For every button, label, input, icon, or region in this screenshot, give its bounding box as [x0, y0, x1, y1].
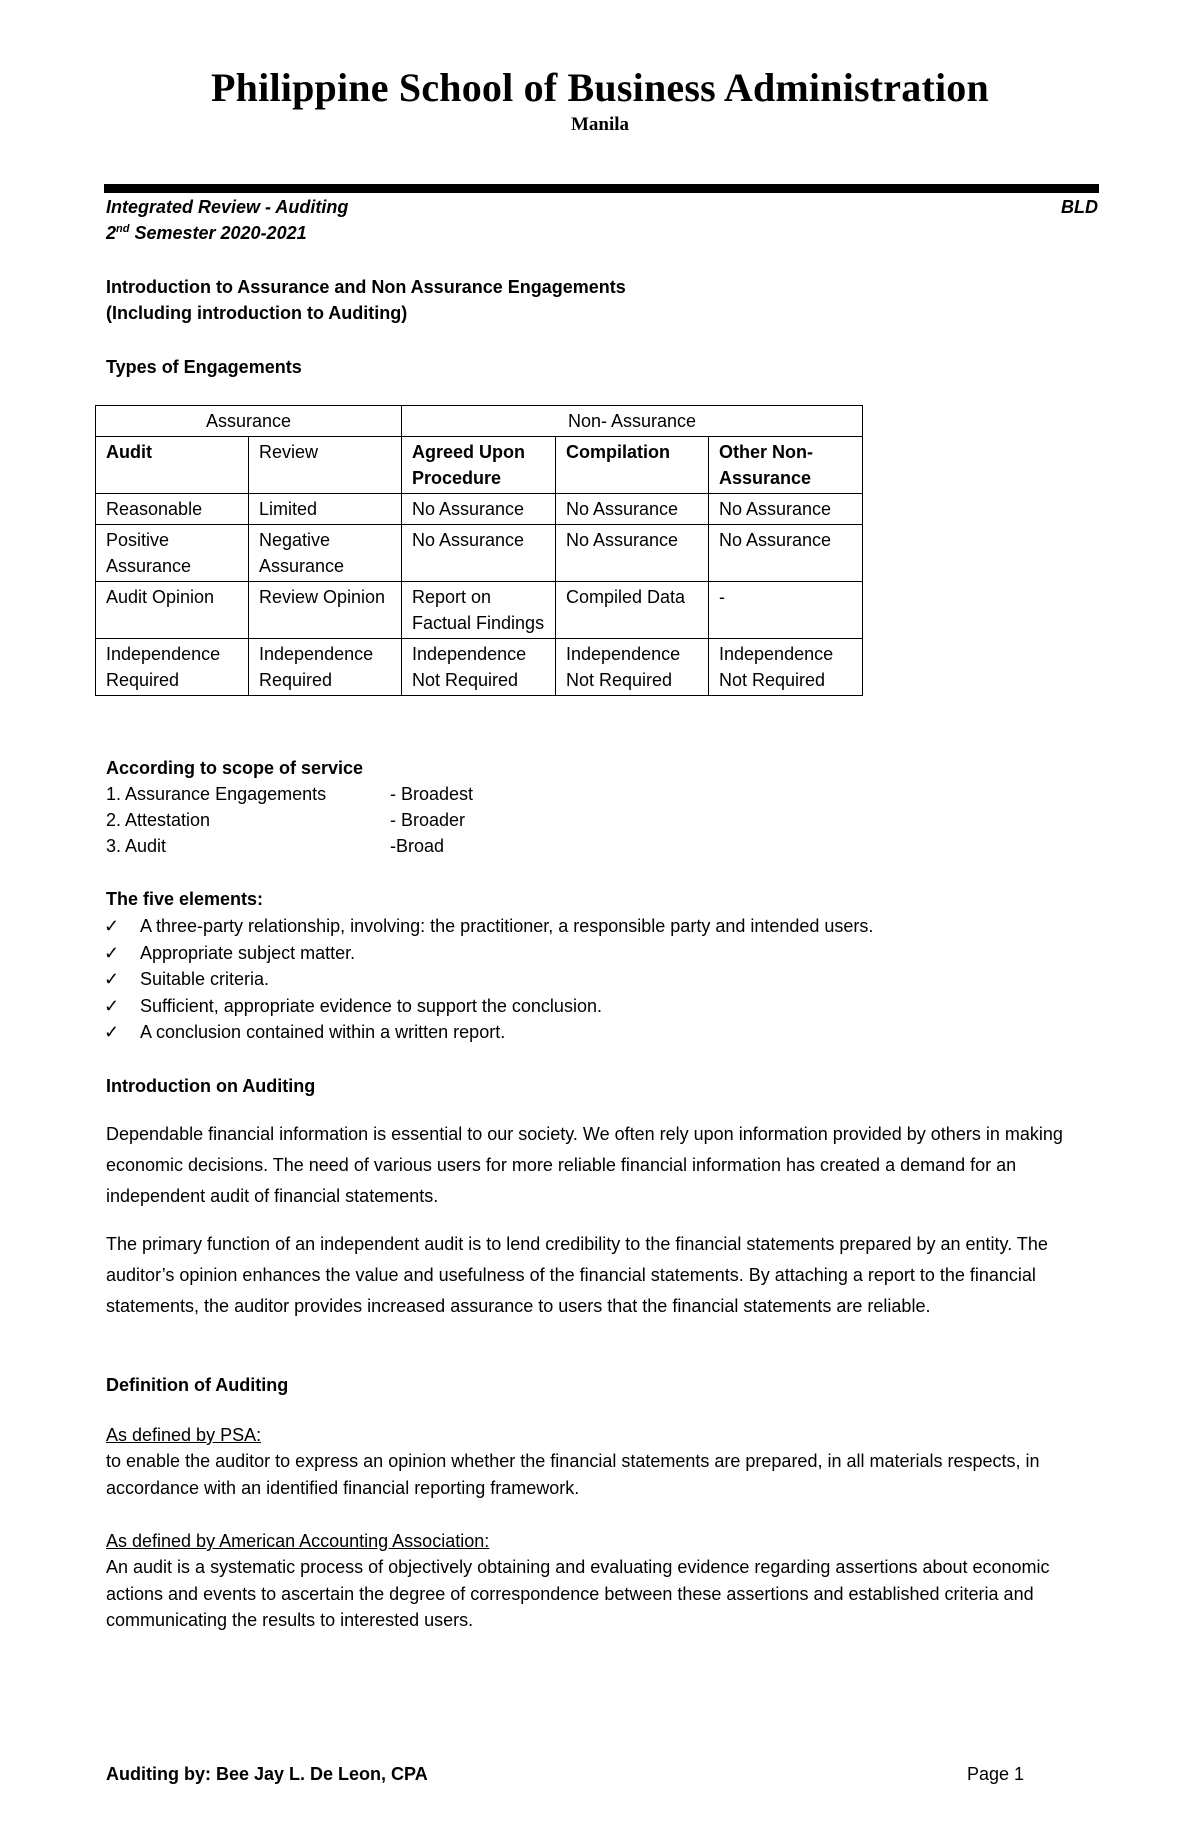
campus-name: Manila [570, 114, 630, 135]
auditing-intro-paragraph-2: The primary function of an independent audit is to lend credibility to the financial statements prepared by an entity. The auditor’s opinion enhances the value and usefulness of the financial statements. By attaching a report to the financial statements, the auditor provides increased assurance to users that the financial statements are reliable. [106, 1234, 1048, 1316]
scope-item-value: -Broad [390, 836, 445, 856]
list-item [104, 993, 873, 1020]
table-header-cell: Other Non-Assurance [709, 437, 863, 494]
table-group-row [96, 406, 863, 437]
table-row [96, 494, 863, 525]
semester-number: 2 [106, 223, 117, 243]
table-cell: No Assurance [402, 494, 556, 525]
list-item-text: Appropriate subject matter. [140, 942, 356, 963]
list-item [104, 1019, 873, 1046]
checkmark-icon: ✓ [104, 969, 120, 989]
definition-heading: Definition of Auditing [106, 1375, 289, 1395]
table-row [96, 582, 863, 639]
table-row [96, 525, 863, 582]
list-item-text: A conclusion contained within a written report. [140, 1022, 506, 1042]
list-item [104, 940, 873, 967]
semester-ordinal-suffix: nd [116, 223, 130, 235]
psa-definition-text: to enable the auditor to express an opinion whether the financial statements are prepared, in all materials respects, in accordance with an identified financial reporting framework. [106, 1451, 1040, 1498]
elements-heading: The five elements: [106, 889, 264, 909]
table-cell: - [709, 582, 863, 639]
scope-item-label: 3. Audit [106, 836, 167, 856]
table-cell: No Assurance [556, 525, 709, 582]
table-cell: Positive Assurance [96, 525, 249, 582]
list-item [104, 913, 873, 940]
table-cell: Report on Factual Findings [402, 582, 556, 639]
table-cell: Audit Opinion [96, 582, 249, 639]
table-cell: Compiled Data [556, 582, 709, 639]
section-heading-engagements: Introduction to Assurance and Non Assurance Engagements [106, 277, 626, 297]
table-header-cell: Audit [96, 437, 249, 494]
school-name: Philippine School of Business Administration [211, 65, 989, 110]
scope-item-value: - Broader [390, 810, 466, 830]
table-cell: Reasonable [96, 494, 249, 525]
scope-item-label: 2. Attestation [106, 810, 211, 830]
table-row [96, 639, 863, 696]
section-subheading-engagements: (Including introduction to Auditing) [106, 303, 408, 323]
table-cell: No Assurance [709, 494, 863, 525]
checkmark-icon: ✓ [104, 995, 120, 1016]
table-header-cell: Agreed Upon Procedure [402, 437, 556, 494]
scope-item-value: - Broadest [390, 784, 474, 804]
auditing-intro-heading: Introduction on Auditing [106, 1076, 316, 1096]
group-non-assurance: Non- Assurance [402, 406, 863, 437]
table-cell: No Assurance [709, 525, 863, 582]
semester-text: Semester 2020-2021 [129, 223, 307, 243]
checkmark-icon: ✓ [104, 916, 120, 936]
table-header-row [96, 437, 863, 494]
page-number: Page 1 [966, 1764, 1024, 1784]
list-item-text: Suitable criteria. [140, 969, 270, 989]
table-header-cell: Compilation [556, 437, 709, 494]
types-heading: Types of Engagements [106, 357, 302, 377]
table-cell: No Assurance [402, 525, 556, 582]
table-cell: No Assurance [556, 494, 709, 525]
checkmark-icon: ✓ [104, 942, 120, 963]
scope-item-label: 1. Assurance Engagements [106, 784, 327, 804]
table-cell: Independence Not Required [709, 639, 863, 696]
table-cell: Independence Not Required [556, 639, 709, 696]
elements-list [104, 913, 873, 1046]
auditing-intro-paragraph-1: Dependable financial information is essential to our society. We often rely upon information provided by others in making economic decisions. The need of various users for more reliable financial information has created a demand for an independent audit of financial statements. [106, 1124, 1063, 1206]
checkmark-icon: ✓ [104, 1022, 120, 1042]
table-cell: Review Opinion [249, 582, 402, 639]
table-header-cell: Review [249, 437, 402, 494]
aaa-definition-text: An audit is a systematic process of objectively obtaining and evaluating evidence regarding assertions about economic actions and events to ascertain the degree of correspondence between these assertions and established criteria and communicating the results to interested users. [106, 1557, 1050, 1630]
psa-definition-label: As defined by PSA: [106, 1425, 262, 1445]
table-cell: Limited [249, 494, 402, 525]
table-cell: Independence Not Required [402, 639, 556, 696]
list-item [104, 966, 873, 993]
footer-author: Auditing by: Bee Jay L. De Leon, CPA [106, 1764, 428, 1784]
table-cell: Independence Required [96, 639, 249, 696]
list-item-text: A three-party relationship, involving: the practitioner, a responsible party and intended users. [140, 916, 874, 936]
table-cell: Independence Required [249, 639, 402, 696]
engagements-table [95, 405, 863, 696]
scope-heading: According to scope of service [106, 758, 364, 778]
table-cell: Negative Assurance [249, 525, 402, 582]
group-assurance: Assurance [96, 406, 402, 437]
semester [106, 223, 307, 244]
header-rule [104, 184, 1099, 193]
course-code: BLD [1061, 197, 1098, 217]
course-title: Integrated Review - Auditing [106, 197, 349, 217]
aaa-definition-label: As defined by American Accounting Association: [106, 1531, 490, 1551]
list-item-text: Sufficient, appropriate evidence to support the conclusion. [140, 995, 602, 1016]
